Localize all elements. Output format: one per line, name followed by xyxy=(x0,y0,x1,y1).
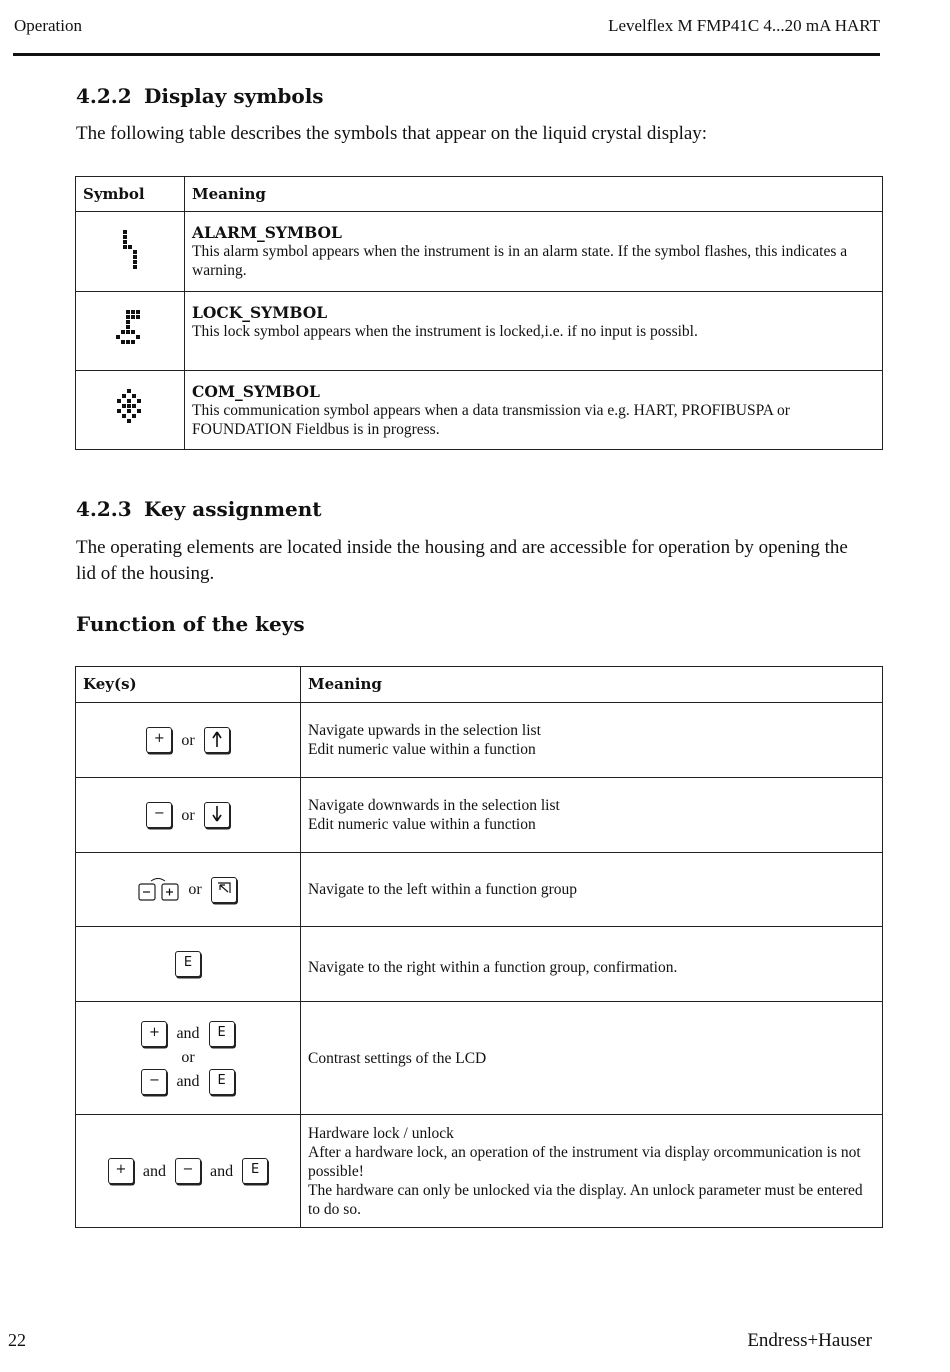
meaning-line: Navigate downwards in the selection list xyxy=(308,797,560,814)
meaning-line: Navigate to the left within a function group xyxy=(308,881,578,898)
keys-cell xyxy=(76,927,301,1002)
arrow-up-key-icon xyxy=(204,727,230,753)
table-row xyxy=(76,212,883,292)
meaning-cell xyxy=(301,778,883,853)
column-header-meaning: Meaning xyxy=(185,177,883,212)
minus-key-icon: − xyxy=(141,1069,167,1095)
table-row xyxy=(76,778,883,853)
brand-footer: Endress+Hauser xyxy=(747,1330,872,1351)
column-header-keys: Key(s) xyxy=(76,667,301,703)
symbol-description: This alarm symbol appears when the instrument is in an alarm state. If the symbol flashes, this indicates a warning. xyxy=(192,243,848,279)
arrow-down-icon xyxy=(210,805,224,823)
meaning-line: Edit numeric value within a function xyxy=(308,816,536,833)
meaning-line: The hardware can only be unlocked via the display. An unlock parameter must be entered to do so. xyxy=(308,1181,863,1218)
table-row xyxy=(76,927,883,1002)
meaning-cell xyxy=(301,927,883,1002)
table-row xyxy=(76,292,883,371)
minus-key-icon: − xyxy=(146,802,172,828)
arrow-down-key-icon xyxy=(204,802,230,828)
or-label: or xyxy=(181,1049,195,1067)
keys-cell xyxy=(76,853,301,927)
and-label: and xyxy=(176,1024,200,1042)
subheading-function-of-keys: Function of the keys xyxy=(76,612,305,636)
column-header-meaning: Meaning xyxy=(301,667,883,703)
meaning-line: After a hardware lock, an operation of the instrument via display orcommunication is not possible! xyxy=(308,1143,861,1180)
and-label: and xyxy=(142,1162,166,1180)
table-row xyxy=(76,1002,883,1115)
and-label: and xyxy=(176,1073,200,1091)
meaning-cell xyxy=(301,1002,883,1115)
symbol-cell xyxy=(76,371,185,450)
section-number: 4.2.3 xyxy=(76,497,132,521)
com-symbol-icon xyxy=(113,387,147,429)
meaning-cell xyxy=(301,853,883,927)
symbol-cell xyxy=(76,292,185,371)
keys-cell xyxy=(76,703,301,778)
display-symbols-intro: The following table describes the symbols that appear on the liquid crystal display: xyxy=(76,123,708,144)
minus-key-icon: − xyxy=(175,1158,201,1184)
table-row xyxy=(76,1115,883,1228)
display-symbols-table xyxy=(75,176,883,450)
meaning-line: Hardware lock / unlock xyxy=(308,1124,454,1142)
arrow-up-icon xyxy=(210,730,224,748)
section-number: 4.2.2 xyxy=(76,84,132,108)
key-functions-table xyxy=(75,666,883,1228)
alarm-symbol-icon xyxy=(115,228,145,270)
column-header-symbol: Symbol xyxy=(76,177,185,212)
section-title: Key assignment xyxy=(144,497,322,521)
table-row xyxy=(76,703,883,778)
or-label: or xyxy=(181,731,195,749)
e-key-icon: E xyxy=(209,1069,235,1095)
meaning-cell xyxy=(301,1115,883,1228)
symbol-name: COM_SYMBOL xyxy=(192,381,320,401)
table-header-row xyxy=(76,177,883,212)
meaning-line: Edit numeric value within a function xyxy=(308,741,536,758)
meaning-line: Contrast settings of the LCD xyxy=(308,1049,487,1067)
table-row xyxy=(76,371,883,450)
meaning-cell xyxy=(185,292,883,371)
table-row xyxy=(76,853,883,927)
minus-plus-combination-icon xyxy=(137,875,181,905)
keys-cell xyxy=(76,778,301,853)
plus-key-icon: + xyxy=(146,727,172,753)
e-key-icon: E xyxy=(242,1158,268,1184)
plus-key-icon: + xyxy=(141,1021,167,1047)
running-header-title: Levelflex M FMP41C 4...20 mA HART xyxy=(608,16,880,35)
symbol-description: This lock symbol appears when the instrument is locked,i.e. if no input is possibl. xyxy=(192,322,698,340)
and-label: and xyxy=(210,1162,234,1180)
section-heading-key-assignment xyxy=(76,497,322,521)
section-title: Display symbols xyxy=(144,84,324,108)
escape-key-icon xyxy=(211,877,237,903)
contrast-key-combination xyxy=(139,1020,236,1096)
keys-cell xyxy=(76,1002,301,1115)
meaning-line: Navigate upwards in the selection list xyxy=(308,722,541,739)
e-key-icon: E xyxy=(209,1021,235,1047)
plus-key-icon: + xyxy=(108,1158,134,1184)
lock-symbol-icon xyxy=(113,308,147,350)
symbol-description: This communication symbol appears when a data transmission via e.g. HART, PROFIBUSPA or FOUNDATION Fieldbus is in progress. xyxy=(192,401,790,438)
or-label: or xyxy=(188,881,202,898)
keys-cell xyxy=(76,1115,301,1228)
symbol-cell xyxy=(76,212,185,292)
section-heading-display-symbols xyxy=(76,84,324,108)
running-header-section: Operation xyxy=(14,16,82,35)
symbol-name: LOCK_SYMBOL xyxy=(192,302,328,322)
page-number: 22 xyxy=(8,1330,26,1350)
diagonal-arrow-icon xyxy=(216,880,232,896)
table-header-row xyxy=(76,667,883,703)
e-key-icon: E xyxy=(175,951,201,977)
or-label: or xyxy=(181,806,195,824)
meaning-cell xyxy=(301,703,883,778)
meaning-cell xyxy=(185,212,883,292)
meaning-cell xyxy=(185,371,883,450)
key-assignment-intro: The operating elements are located inside the housing and are accessible for operation by opening the lid of the housing. xyxy=(76,537,848,584)
meaning-line: Navigate to the right within a function group, confirmation. xyxy=(308,958,678,976)
symbol-name: ALARM_SYMBOL xyxy=(192,223,342,242)
header-rule xyxy=(13,53,880,56)
